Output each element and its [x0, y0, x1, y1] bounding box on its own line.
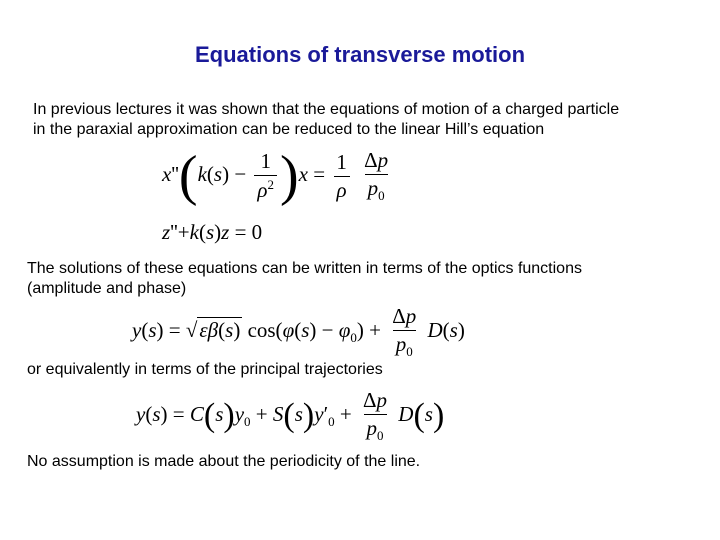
hill-equation-z: z''+k(s)z = 0 — [162, 220, 263, 244]
solutions-line-1: The solutions of these equations can be written in terms of the optics functions — [27, 260, 582, 277]
assumption-paragraph: No assumption is made about the periodicity of the line. — [27, 453, 421, 470]
optics-solution-equation: y(s) = √εβ(s) $\cos(\varphi(s) - \varphi_0)$ + $\frac{\Delta p}{p_0}$ D(s) — [132, 304, 465, 360]
solutions-line-2: (amplitude and phase) — [27, 280, 187, 297]
principal-trajectory-equation: $y(s) = C(s)y_0 + S(s)y'_0$ + $\frac{\Delta p}{p_0}$ D(s) — [136, 388, 445, 444]
principal-paragraph: or equivalently in terms of the principal trajectories — [27, 361, 383, 378]
solutions-paragraph — [27, 259, 582, 299]
page-title: Equations of transverse motion — [194, 42, 526, 67]
intro-paragraph — [33, 100, 619, 140]
hill-equation-x: x''(k(s) − $\frac{1}{\rho^2}$ )x = $\frac{1}{\rho}$ $\frac{\Delta p}{p_0}$ — [162, 145, 389, 208]
intro-line-1: In previous lectures it was shown that the equations of motion of a charged particle — [33, 101, 620, 118]
intro-line-2: in the paraxial approximation can be reduced to the linear Hill’s equation — [33, 121, 545, 138]
